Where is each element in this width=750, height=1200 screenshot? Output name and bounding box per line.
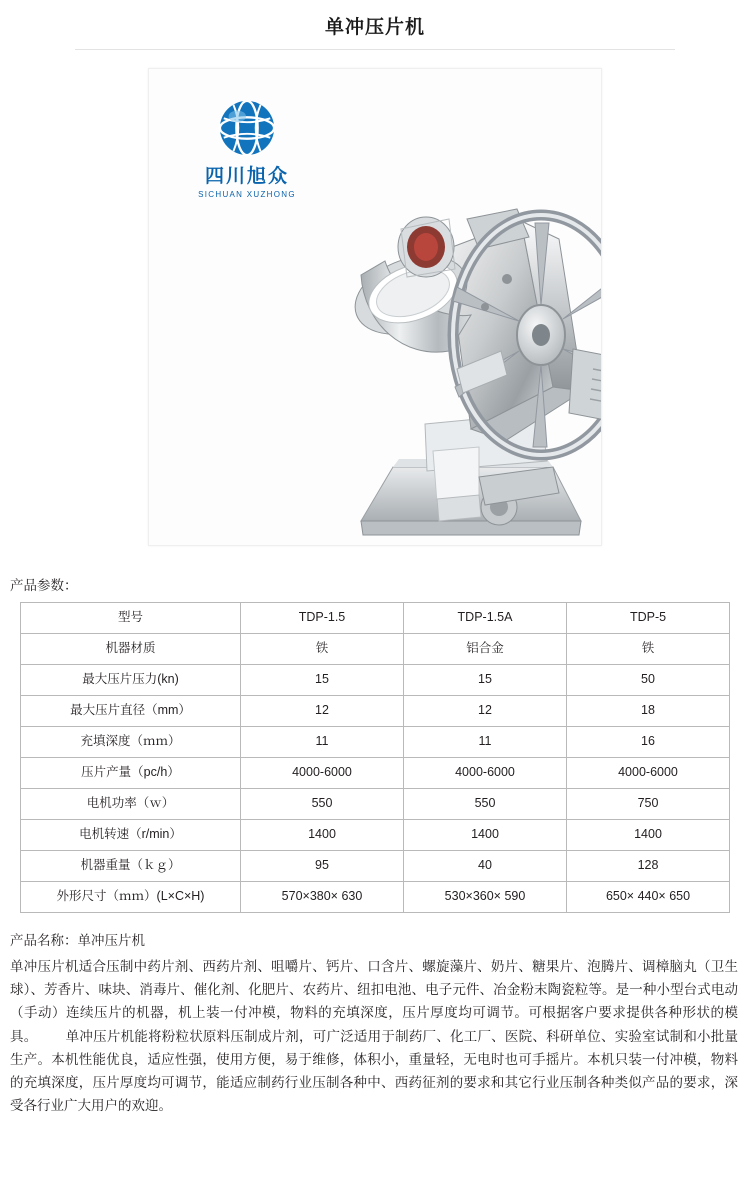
row-header: 电机转速（r/min） <box>21 820 241 851</box>
row-header: 型号 <box>21 603 241 634</box>
table-row <box>21 696 730 727</box>
table-row <box>21 882 730 913</box>
cell: 4000-6000 <box>567 758 730 789</box>
cell: 铁 <box>567 634 730 665</box>
row-header: 压片产量（pc/h） <box>21 758 241 789</box>
specification-table <box>20 602 730 913</box>
spec-table-body <box>21 603 730 913</box>
cell: 16 <box>567 727 730 758</box>
cell: 750 <box>567 789 730 820</box>
cell: 1400 <box>241 820 404 851</box>
cell: 4000-6000 <box>241 758 404 789</box>
cell: 铁 <box>241 634 404 665</box>
brand-logo <box>177 97 317 199</box>
table-row <box>21 851 730 882</box>
product-image-panel <box>148 68 602 546</box>
row-header: 最大压片压力(kn) <box>21 665 241 696</box>
table-row <box>21 634 730 665</box>
row-header: 机器重量（ｋｇ） <box>21 851 241 882</box>
product-description <box>10 955 738 1118</box>
cell: 11 <box>241 727 404 758</box>
cell: 40 <box>404 851 567 882</box>
title-divider <box>75 49 675 50</box>
cell: 550 <box>241 789 404 820</box>
row-header: 电机功率（ｗ） <box>21 789 241 820</box>
cell: 95 <box>241 851 404 882</box>
table-row <box>21 665 730 696</box>
row-header: 外形尺寸（ｍｍ）(L×C×H) <box>21 882 241 913</box>
cell: 11 <box>404 727 567 758</box>
spec-label: 产品参数： <box>10 578 78 593</box>
cell: 570×380× 630 <box>241 882 404 913</box>
page-title: 单冲压片机 <box>324 17 425 38</box>
cell: TDP-1.5A <box>404 603 567 634</box>
cell: 530×360× 590 <box>404 882 567 913</box>
cell: 128 <box>567 851 730 882</box>
cell: 15 <box>404 665 567 696</box>
globe-icon <box>216 97 278 159</box>
cell: TDP-1.5 <box>241 603 404 634</box>
table-row <box>21 820 730 851</box>
table-row <box>21 727 730 758</box>
cell: 4000-6000 <box>404 758 567 789</box>
row-header: 机器材质 <box>21 634 241 665</box>
cell: 12 <box>404 696 567 727</box>
brand-name-cn: 四川旭众 <box>204 165 289 187</box>
product-name: 产品名称：单冲压片机 <box>10 933 145 948</box>
cell: 650× 440× 650 <box>567 882 730 913</box>
table-row <box>21 789 730 820</box>
cell: 1400 <box>567 820 730 851</box>
row-header: 充填深度（ｍｍ） <box>21 727 241 758</box>
brand-name-en: SICHUAN XUZHONG <box>198 190 296 199</box>
cell: 15 <box>241 665 404 696</box>
cell: 18 <box>567 696 730 727</box>
description-paragraph-1: 单冲压片机适合压制中药片剂、西药片剂、咀嚼片、钙片、口含片、螺旋藻片、奶片、糖果片、泡腾片、调樟脑丸（卫生球）、芳香片、味块、消毒片、催化剂、化肥片、农药片、纽扣电池、电子元件、冶金粉末陶瓷粒等。是一种小型台式电动（手动）连续压片的机器，机上装一付冲模，物料的充填深度，压片厚度均可调节。可根据客户要求提供各种形状的模具。 <box>10 959 738 1044</box>
cell: 1400 <box>404 820 567 851</box>
table-row <box>21 603 730 634</box>
cell: 铝合金 <box>404 634 567 665</box>
description-paragraph-2: 单冲压片机能将粉粒状原料压制成片剂，可广泛适用于制药厂、化工厂、医院、科研单位、实验室试制和小批量生产。本机性能优良，适应性强，使用方便，易于维修，体积小，重量轻，无电时也可手摇片。本机只装一付冲模，物料的充填深度，压片厚度均可调节，能适应制药行业压制各种中、西药征剂的要求和其它行业压制各种类似产品的要求，深受各行业广大用户的欢迎。 <box>10 1028 739 1114</box>
cell: TDP-5 <box>567 603 730 634</box>
cell: 550 <box>404 789 567 820</box>
row-header: 最大压片直径（mm） <box>21 696 241 727</box>
cell: 50 <box>567 665 730 696</box>
cell: 12 <box>241 696 404 727</box>
table-row <box>21 758 730 789</box>
